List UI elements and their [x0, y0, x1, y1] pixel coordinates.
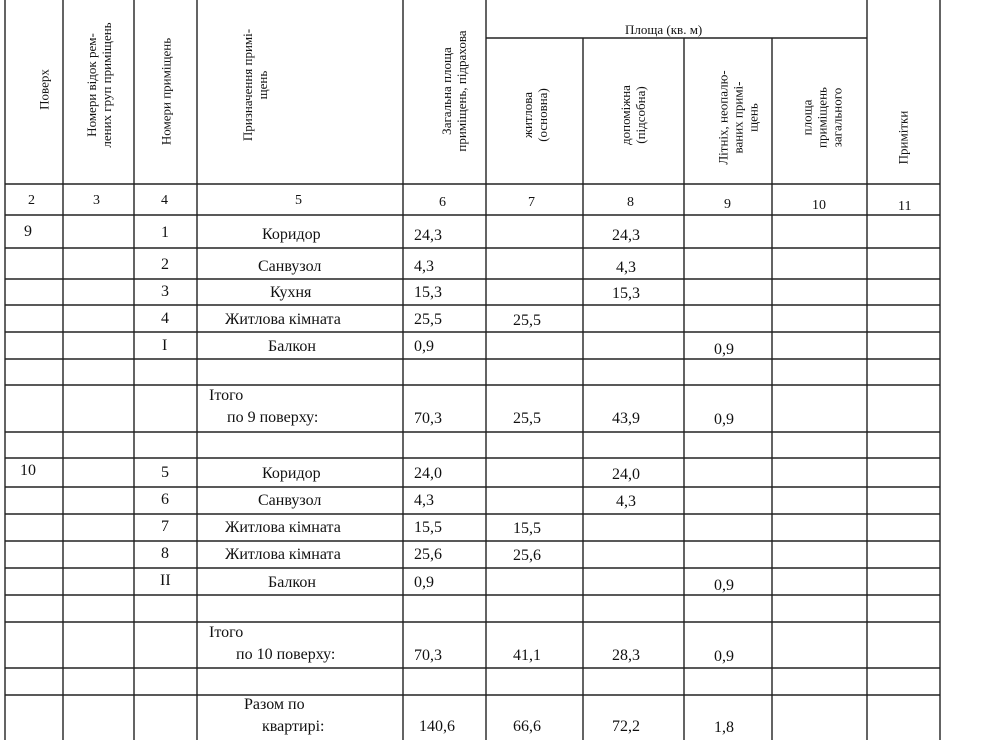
floor-number: 10 — [20, 462, 36, 479]
total-label-line1: Ітого — [209, 624, 244, 641]
room-name: Житлова кімната — [225, 311, 341, 328]
summer-area: 0,9 — [714, 648, 734, 665]
header-room-numbers-label: Номери приміщень — [158, 37, 174, 146]
header-auxiliary — [618, 65, 648, 165]
room-name: Коридор — [262, 465, 321, 482]
header-notes — [896, 88, 911, 188]
header-floor — [37, 40, 52, 140]
living-area: 15,5 — [513, 520, 541, 537]
room-name: Коридор — [262, 226, 321, 243]
header-purpose-line2: щень — [255, 70, 270, 100]
room-number: 3 — [161, 283, 169, 300]
living-area: 25,5 — [513, 312, 541, 329]
auxiliary-area: 15,3 — [612, 285, 640, 302]
col-number-4: 4 — [161, 193, 168, 208]
summer-area: 1,8 — [714, 719, 734, 736]
col-number-10: 10 — [812, 198, 826, 213]
total-label-line2: по 9 поверху: — [227, 409, 319, 426]
header-living — [520, 65, 550, 165]
total-area: 25,6 — [414, 546, 442, 563]
room-name: Балкон — [268, 338, 316, 355]
header-purpose-line1: Призначення примі- — [240, 28, 255, 142]
total-area: 15,5 — [414, 519, 442, 536]
col-number-5: 5 — [295, 193, 302, 208]
auxiliary-area: 24,3 — [612, 227, 640, 244]
header-auxiliary-line1: допоміжна — [618, 85, 633, 145]
col-number-6: 6 — [439, 195, 446, 210]
total-label-line2: по 10 поверху: — [236, 646, 336, 663]
total-label-line1: Разом по — [244, 696, 305, 713]
total-area: 15,3 — [414, 284, 442, 301]
header-total-area-line1: Загальна площа — [439, 47, 454, 135]
header-total-area-line2: приміщень, підрахова — [454, 30, 469, 152]
header-summer-line3: щень — [745, 103, 761, 132]
header-area-group-label: Площа (кв. м) — [625, 22, 703, 37]
room-number: 4 — [161, 310, 169, 327]
col-number-9: 9 — [724, 197, 731, 212]
room-number: I — [162, 337, 168, 354]
total-area: 24,3 — [414, 227, 442, 244]
room-name: Житлова кімната — [225, 546, 341, 563]
room-name: Санвузол — [258, 258, 322, 275]
total-area: 140,6 — [419, 718, 455, 735]
total-label-line2: квартирі: — [262, 718, 325, 735]
room-number: 1 — [161, 224, 169, 241]
col-number-2: 2 — [28, 193, 35, 208]
header-room-numbers — [159, 22, 174, 162]
header-summer-line1: Літніх, неопалю- — [715, 70, 731, 165]
header-area-group — [625, 22, 702, 38]
header-purpose — [240, 15, 270, 155]
header-common-line2: приміщень — [814, 87, 830, 148]
header-living-line1: житлова — [520, 91, 535, 139]
room-number: II — [160, 572, 171, 589]
auxiliary-area: 72,2 — [612, 718, 640, 735]
total-area: 0,9 — [414, 338, 434, 355]
room-number: 7 — [161, 518, 169, 535]
living-area: 25,6 — [513, 547, 541, 564]
header-summer — [716, 58, 761, 178]
header-living-line2: (основна) — [535, 88, 550, 142]
header-floor-label: Поверх — [36, 69, 52, 110]
total-area: 25,5 — [414, 311, 442, 328]
total-area: 4,3 — [414, 258, 434, 275]
summer-area: 0,9 — [714, 577, 734, 594]
col-number-11: 11 — [898, 199, 912, 214]
col-number-7: 7 — [528, 195, 535, 210]
auxiliary-area: 4,3 — [616, 493, 636, 510]
total-area: 70,3 — [414, 647, 442, 664]
col-number-3: 3 — [93, 193, 100, 208]
header-common — [800, 68, 845, 168]
auxiliary-area: 24,0 — [612, 466, 640, 483]
room-name: Кухня — [270, 284, 312, 301]
total-area: 24,0 — [414, 465, 442, 482]
header-common-line1: площа — [799, 99, 815, 136]
header-summer-line2: ваних примі- — [730, 81, 746, 154]
header-group-numbers — [84, 0, 114, 170]
room-name: Житлова кімната — [225, 519, 341, 536]
living-area: 41,1 — [513, 647, 541, 664]
header-group-numbers-line2: лених груп приміщень — [99, 22, 114, 148]
col-number-8: 8 — [627, 195, 634, 210]
floor-number: 9 — [24, 223, 32, 240]
header-group-numbers-line1: Номери відок рем- — [84, 33, 99, 137]
total-label-line1: Ітого — [209, 387, 244, 404]
header-notes-label: Примітки — [895, 110, 911, 165]
room-number: 6 — [161, 491, 169, 508]
living-area: 66,6 — [513, 718, 541, 735]
living-area: 25,5 — [513, 410, 541, 427]
summer-area: 0,9 — [714, 411, 734, 428]
room-name: Балкон — [268, 574, 316, 591]
auxiliary-area: 43,9 — [612, 410, 640, 427]
header-common-line3: загального — [829, 87, 845, 148]
total-area: 0,9 — [414, 574, 434, 591]
total-area: 4,3 — [414, 492, 434, 509]
total-area: 70,3 — [414, 410, 442, 427]
room-number: 8 — [161, 545, 169, 562]
room-number: 5 — [161, 464, 169, 481]
auxiliary-area: 28,3 — [612, 647, 640, 664]
auxiliary-area: 4,3 — [616, 259, 636, 276]
header-auxiliary-line2: (підсобна) — [633, 86, 648, 144]
room-number: 2 — [161, 256, 169, 273]
header-total-area — [439, 1, 469, 181]
summer-area: 0,9 — [714, 341, 734, 358]
room-name: Санвузол — [258, 492, 322, 509]
